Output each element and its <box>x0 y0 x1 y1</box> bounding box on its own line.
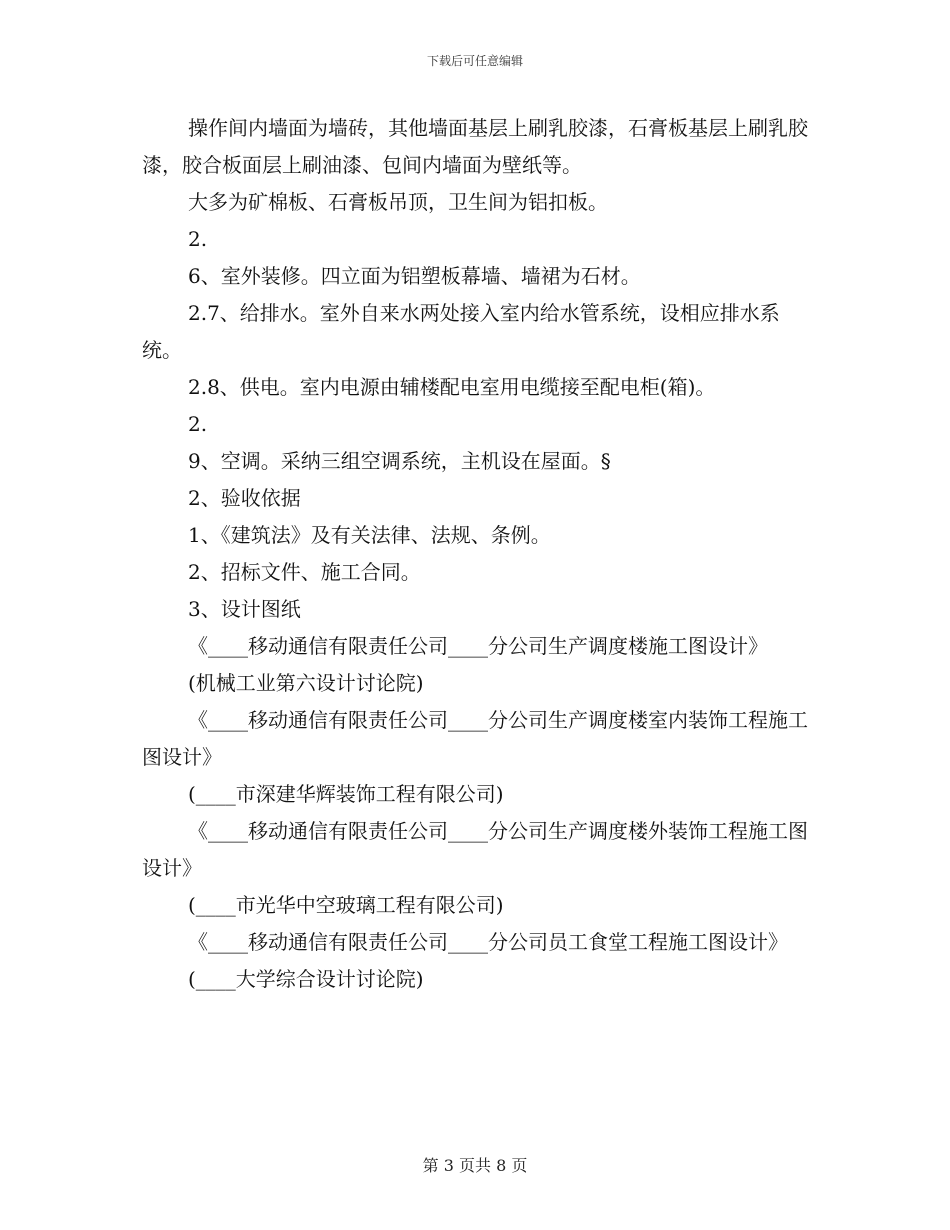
header-note: 下载后可任意编辑 <box>426 54 523 68</box>
paragraph-12: 3、设计图纸 <box>188 597 301 621</box>
paragraph-4: 6、室外装修。四立面为铝塑板幕墙、墙裙为石材。 <box>188 264 641 288</box>
paragraph-11: 2、招标文件、施工合同。 <box>188 560 421 584</box>
paragraph-10: 1、《建筑法》及有关法律、法规、条例。 <box>188 523 551 547</box>
paragraph-15: 《____移动通信有限责任公司____分公司生产调度楼室内装饰工程施工图设计》 <box>142 708 808 769</box>
page-footer <box>0 1153 950 1176</box>
paragraph-19: 《____移动通信有限责任公司____分公司员工食堂工程施工图设计》 <box>188 930 788 954</box>
paragraph-6: 2.8、供电。室内电源由辅楼配电室用电缆接至配电柜(箱)。 <box>188 375 716 399</box>
paragraph-17: 《____移动通信有限责任公司____分公司生产调度楼外装饰工程施工图设计》 <box>142 819 808 880</box>
paragraph-14: (机械工业第六设计讨论院) <box>188 671 424 695</box>
paragraph-8: 9、空调。采纳三组空调系统，主机设在屋面。§ <box>188 449 611 473</box>
paragraph-16: (____市深建华辉装饰工程有限公司) <box>188 782 504 806</box>
paragraph-18: (____市光华中空玻璃工程有限公司) <box>188 893 504 917</box>
paragraph-20: (____大学综合设计讨论院) <box>188 967 424 991</box>
paragraph-5: 2.7、给排水。室外自来水两处接入室内给水管系统，设相应排水系统。 <box>142 301 780 362</box>
paragraph-3: 2. <box>188 227 208 251</box>
page-number: 第 3 页共 8 页 <box>422 1156 528 1175</box>
paragraph-7: 2. <box>188 412 208 436</box>
page-header <box>0 52 950 69</box>
paragraph-2: 大多为矿棉板、石膏板吊顶，卫生间为铝扣板。 <box>188 190 608 214</box>
paragraph-1: 操作间内墙面为墙砖，其他墙面基层上刷乳胶漆，石膏板基层上刷乳胶漆，胶合板面层上刷油漆、包间内墙面为壁纸等。 <box>142 116 808 177</box>
document-body <box>142 110 810 998</box>
paragraph-9: 2、验收依据 <box>188 486 301 510</box>
paragraph-13: 《____移动通信有限责任公司____分公司生产调度楼施工图设计》 <box>188 634 768 658</box>
